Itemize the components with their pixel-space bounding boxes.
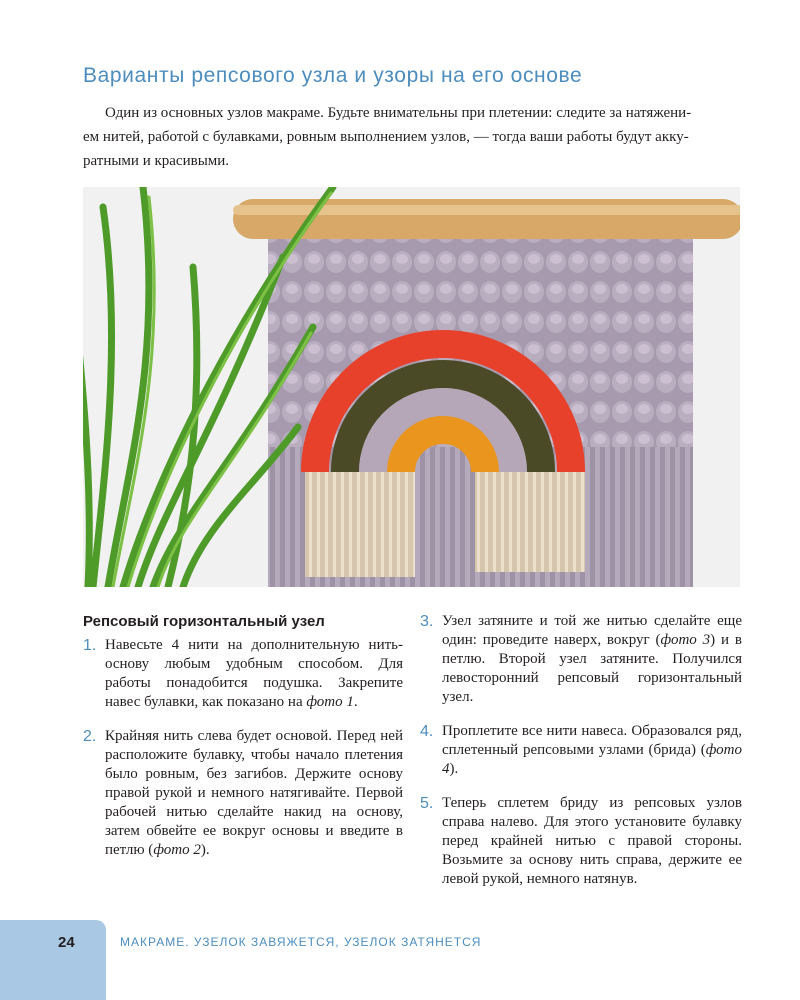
step-number: 5. bbox=[420, 795, 434, 812]
step-item bbox=[420, 722, 742, 779]
footer-page-tab bbox=[0, 920, 106, 1000]
step-number: 3. bbox=[420, 613, 434, 630]
step-body: Проплетите все нити навеса. Образовался ряд, сплетенный репсовыми узлами (брида) ( bbox=[442, 723, 742, 758]
section-heading: Репсовый горизонтальный узел bbox=[83, 613, 325, 630]
macrame-illustration bbox=[83, 187, 740, 587]
step-tail: ). bbox=[449, 761, 459, 777]
step-text bbox=[442, 794, 742, 889]
step-item bbox=[420, 612, 742, 707]
right-column bbox=[420, 612, 742, 904]
step-text bbox=[442, 612, 742, 707]
step-tail: ) и в петлю. Второй узел затяните. Получился левосторонний репсовый горизонтальный узел. bbox=[442, 632, 742, 705]
step-text bbox=[442, 722, 742, 779]
step-text bbox=[105, 727, 403, 860]
step-item bbox=[83, 727, 403, 860]
step-item bbox=[420, 794, 742, 889]
photo-reference: фото 1 bbox=[306, 694, 354, 710]
photo-reference: фото 3 bbox=[660, 632, 711, 648]
page-number: 24 bbox=[58, 934, 75, 951]
step-tail: ). bbox=[200, 842, 210, 858]
step-tail: . bbox=[353, 694, 358, 710]
running-title: МАКРАМЕ. УЗЕЛОК ЗАВЯЖЕТСЯ, УЗЕЛОК ЗАТЯНЕТСЯ bbox=[120, 935, 482, 949]
intro-paragraph bbox=[83, 101, 740, 173]
step-text bbox=[105, 636, 403, 712]
left-column bbox=[83, 612, 403, 875]
intro-line: ем нитей, работой с булавками, ровным выполнением узлов, — тогда ваши работы будут акку- bbox=[83, 129, 689, 145]
intro-line: ратными и красивыми. bbox=[83, 153, 230, 169]
step-body: Узел затяните и той же нитью сделайте еще один: проведите наверх, вокруг ( bbox=[442, 613, 742, 648]
step-body: Теперь сплетем бриду из репсовых узлов справа налево. Для этого установите булавку перед крайней нитью с правой стороны. Возьмите за основу нить справа, держите ее левой рукой, немного натянув. bbox=[442, 795, 742, 887]
page-title: Варианты репсового узла и узоры на его основе bbox=[83, 64, 583, 87]
intro-line: Один из основных узлов макраме. Будьте внимательны при плетении: следите за натяжени- bbox=[105, 105, 692, 121]
macrame-rainbow-photo bbox=[83, 187, 740, 587]
step-number: 4. bbox=[420, 723, 434, 740]
photo-reference: фото 2 bbox=[153, 842, 201, 858]
step-body: Крайняя нить слева будет основой. Перед ней расположите булавку, чтобы начало плетения было ровным, без загибов. Держите основу правой рукой и немного натягивайте. Первой рабочей нитью сделайте накид на основу, затем обвейте ее вокруг основы и введите в петлю ( bbox=[105, 728, 403, 858]
photo-reference: фото 4 bbox=[442, 742, 742, 777]
step-body: Навесьте 4 нити на дополнительную нить-основу любым удобным способом. Для работы понадобится подушка. Закрепите навес булавки, как показано на bbox=[105, 637, 403, 710]
step-number: 1. bbox=[83, 637, 97, 654]
step-number: 2. bbox=[83, 728, 97, 745]
step-item bbox=[83, 636, 403, 712]
